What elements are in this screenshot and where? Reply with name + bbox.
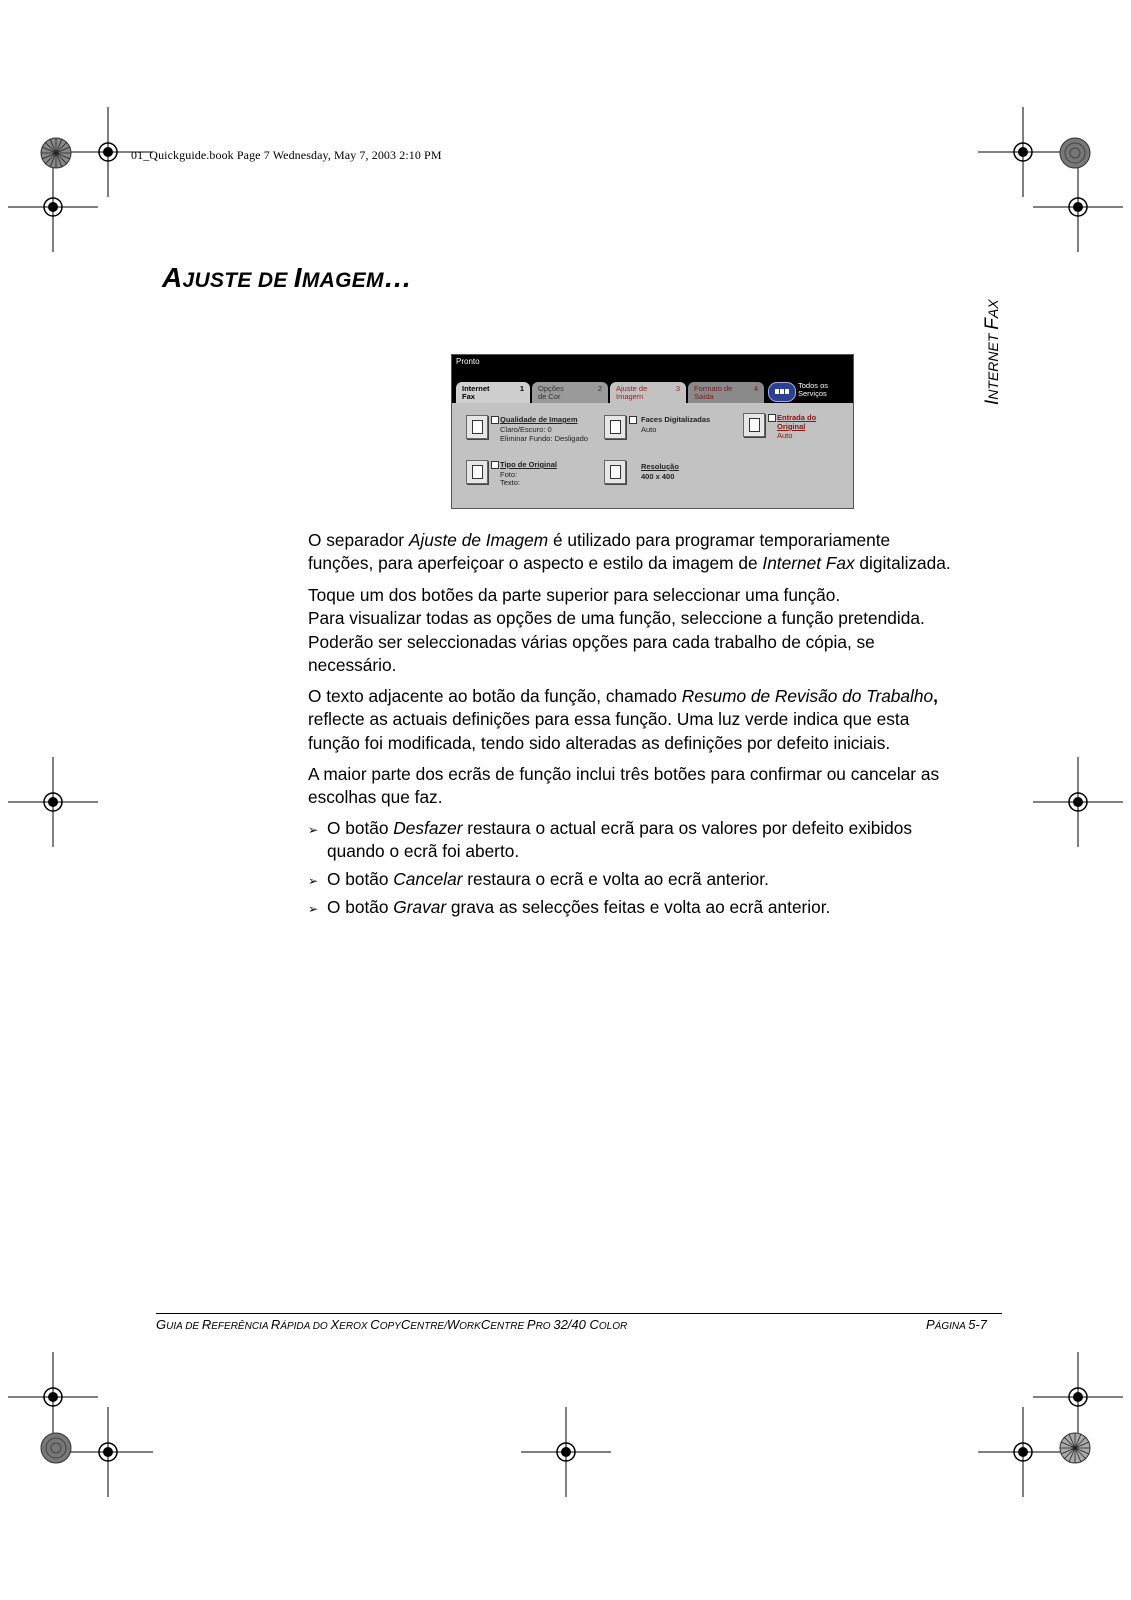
footer-part: 5-7 — [968, 1317, 987, 1332]
function-title: Qualidade de Imagem — [500, 415, 578, 424]
side-label-part: I — [982, 399, 1003, 405]
text-line: A maior parte dos ecrãs de função inclui três botões para confirmar ou cancelar as — [308, 764, 940, 784]
function-title: Entrada do — [777, 413, 817, 422]
text-line: Para visualizar todas as opções de uma função, seleccione a função pretendida. — [308, 608, 925, 629]
function-summary: Texto: — [500, 478, 521, 487]
tab-label: Saída — [694, 392, 714, 401]
all-services-label: Todos os — [798, 381, 829, 390]
footer-divider — [156, 1313, 1002, 1314]
footer-part: P — [526, 1317, 536, 1332]
document-icon — [604, 415, 626, 439]
print-slug: 01_Quickguide.book Page 7 Wednesday, May 7, 2003 2:10 PM — [131, 148, 442, 162]
tab-label: Opções — [538, 384, 564, 393]
footer-part: RO — [535, 1321, 554, 1332]
footer-part: ENTRE — [490, 1321, 527, 1332]
tab-label: Imagem — [616, 392, 644, 401]
starburst-target-icon — [1059, 137, 1091, 169]
registration-mark-icon — [8, 162, 98, 252]
starburst-target-icon — [1059, 1432, 1091, 1464]
text-run: O botão — [327, 818, 394, 838]
function-title: Tipo de Original — [500, 460, 557, 469]
screen-function-area — [452, 403, 853, 508]
footer-part: ENTRE/ — [410, 1321, 447, 1332]
list-item — [308, 896, 988, 920]
page-number — [926, 1317, 987, 1332]
text-line: escolhas que faz. — [308, 787, 443, 808]
text-line: Toque um dos botões da parte superior para seleccionar uma função. — [308, 585, 841, 605]
document-icon — [466, 415, 488, 439]
text-line: reflecte as actuais definições para essa função. Uma luz verde indica que esta — [308, 709, 910, 730]
text-line: Poderão ser seleccionadas várias opções para cada trabalho de cópia, se — [308, 631, 875, 652]
text-run: grava as selecções feitas e volta ao ecrã anterior. — [446, 897, 831, 917]
footer-part: EFERÊNCIA — [211, 1321, 271, 1332]
checkbox-icon — [768, 414, 776, 422]
document-icon — [743, 413, 765, 437]
tab-label: Formato de — [694, 384, 733, 393]
device-screen-image — [451, 354, 854, 509]
footer-part: R — [270, 1317, 281, 1332]
tab-number: 1 — [519, 384, 524, 393]
footer-part: ÁGINA — [934, 1321, 969, 1332]
tab-number: 4 — [753, 384, 758, 393]
tab-label: Internet — [462, 384, 490, 393]
paragraph-select-function — [308, 584, 1008, 677]
tab-color-options[interactable] — [532, 382, 608, 403]
side-label-part: AX — [985, 299, 1001, 319]
screen-tab-bar — [452, 379, 853, 403]
registration-mark-icon — [521, 1407, 611, 1497]
side-label-part: NTERNET — [985, 329, 1001, 400]
text-run: O botão — [327, 869, 394, 889]
all-services-icon — [768, 382, 796, 402]
tab-label: Ajuste de — [616, 384, 648, 393]
starburst-target-icon — [40, 137, 72, 169]
footer-part: P — [926, 1317, 935, 1332]
tab-output-format[interactable] — [688, 382, 764, 403]
function-summary: Auto — [777, 431, 793, 440]
checkbox-icon — [491, 461, 499, 469]
function-summary: Eliminar Fundo: Desligado — [500, 434, 588, 443]
registration-mark-icon — [1033, 757, 1123, 847]
text-run: O texto adjacente ao botão da função, chamado — [308, 686, 682, 706]
text-run: , — [933, 686, 938, 706]
footer-part: ORK — [459, 1321, 481, 1332]
title-part: I — [293, 262, 302, 293]
function-title: Resolução — [641, 462, 679, 471]
paragraph-job-summary — [308, 685, 1008, 755]
footer-part: R — [201, 1317, 212, 1332]
paragraph-intro — [308, 529, 1008, 576]
all-services-label: Serviços — [798, 389, 827, 398]
text-run: quando o ecrã foi aberto. — [327, 841, 520, 862]
tab-label: Fax — [462, 392, 475, 401]
text-run: digitalizada. — [854, 553, 951, 574]
footer-part: OPY — [379, 1321, 401, 1332]
title-part: JUSTE DE — [182, 269, 294, 292]
title-part: … — [383, 262, 413, 293]
list-item — [308, 868, 988, 892]
document-icon — [466, 460, 488, 484]
footer-title — [156, 1317, 627, 1332]
registration-mark-icon — [1033, 162, 1123, 252]
tab-number: 2 — [597, 384, 602, 393]
tab-label: de Cor — [538, 392, 561, 401]
list-item — [308, 817, 988, 864]
screen-status-bar — [452, 355, 853, 379]
footer-part: C — [480, 1317, 491, 1332]
page-title — [162, 262, 412, 294]
footer-part: OLOR — [598, 1321, 628, 1332]
text-run: Cancelar — [393, 869, 463, 889]
function-summary: 400 x 400 — [641, 472, 675, 481]
footer-part: G — [156, 1317, 167, 1332]
registration-mark-icon — [63, 1407, 153, 1497]
text-run: Resumo de Revisão do Trabalho — [681, 686, 934, 706]
scanned-sides-function[interactable] — [604, 415, 734, 445]
title-part: MAGEM — [301, 269, 384, 292]
document-icon — [604, 460, 626, 484]
text-run: Ajuste de Imagem — [408, 530, 549, 550]
checkbox-icon — [629, 416, 637, 424]
footer-part: UIA DE — [166, 1321, 202, 1332]
function-title: Faces Digitalizadas — [641, 415, 711, 424]
footer-part: 32/40 C — [553, 1317, 599, 1332]
image-quality-function[interactable] — [466, 415, 606, 445]
text-run: restaura o actual ecrã para os valores por defeito exibidos — [462, 818, 913, 838]
footer-part: X — [330, 1317, 340, 1332]
footer-part: EROX — [339, 1321, 371, 1332]
tab-internet-fax[interactable] — [456, 382, 530, 403]
footer-part: W — [446, 1317, 460, 1332]
text-run: é utilizado para programar temporariamente — [548, 530, 891, 550]
check-icon — [491, 416, 499, 424]
text-line: necessário. — [308, 654, 397, 675]
resolution-function[interactable] — [604, 460, 734, 490]
arrow-bullet-icon: ➢ — [308, 874, 319, 888]
paragraph-confirm-buttons — [308, 763, 1008, 810]
status-text: Pronto — [456, 357, 480, 366]
text-run: O botão — [327, 897, 394, 917]
text-run: O separador — [308, 530, 409, 550]
arrow-bullet-icon: ➢ — [308, 902, 319, 916]
text-line: função foi modificada, tendo sido alteradas as definições por defeito iniciais. — [308, 732, 891, 753]
text-run: Internet Fax — [762, 553, 855, 574]
starburst-target-icon — [40, 1432, 72, 1464]
section-side-label — [982, 299, 1004, 405]
text-run: Desfazer — [393, 818, 463, 838]
title-part: A — [162, 262, 183, 293]
registration-mark-icon — [8, 757, 98, 847]
text-run: restaura o ecrã e volta ao ecrã anterior. — [462, 869, 769, 889]
text-run: Gravar — [393, 897, 447, 917]
arrow-bullet-icon: ➢ — [308, 823, 319, 837]
side-label-part: F — [982, 318, 1003, 330]
function-summary: Claro/Escuro: 0 — [500, 425, 552, 434]
footer-part: C — [400, 1317, 411, 1332]
tab-image-adjustment[interactable] — [610, 382, 686, 403]
text-run: funções, para aperfeiçoar o aspecto e estilo da imagem de — [308, 553, 763, 574]
footer-part: ÁPIDA DO — [280, 1321, 331, 1332]
function-summary: Foto: — [500, 470, 518, 479]
function-summary: Auto — [641, 425, 657, 434]
original-type-function[interactable] — [466, 460, 606, 490]
tab-number: 3 — [675, 384, 680, 393]
original-input-function[interactable] — [743, 413, 843, 445]
function-title: Original — [777, 422, 806, 431]
footer-part: C — [370, 1317, 380, 1332]
registration-mark-icon — [1033, 1352, 1123, 1442]
